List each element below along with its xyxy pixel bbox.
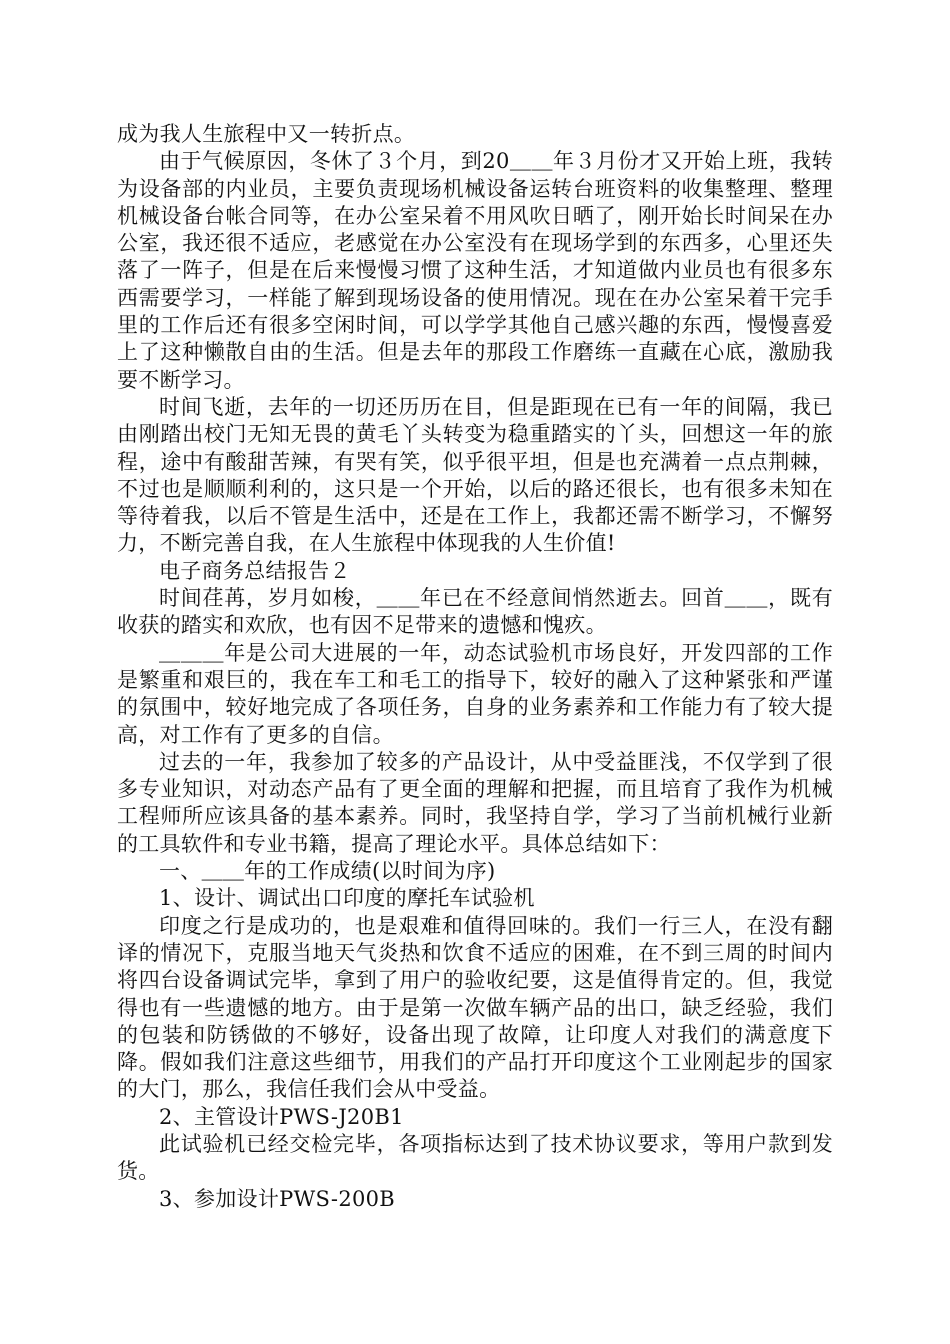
- paragraph-year-review: 时间飞逝，去年的一切还历历在目，但是距现在已有一年的间隔，我已由刚踏出校门无知无畏的黄毛丫头转变为稳重踏实的丫头，回想这一年的旅程，途中有酸甜苦辣，有哭有笑，似乎很平坦，但是也充满着一点点荆棘，不过也是顺顺利利的，这只是一个开始，以后的路还很长，也有很多未知在等待着我，以后不管是生活中，还是在工作上，我都还需不断学习，不懈努力，不断完善自我，在人生旅程中体现我的人生价值!: [117, 394, 833, 556]
- paragraph-j20b1: 此试验机已经交检完毕，各项指标达到了技术协议要求，等用户款到发货。: [117, 1131, 833, 1184]
- paragraph-past-year: 过去的一年，我参加了较多的产品设计，从中受益匪浅，不仅学到了很多专业知识，对动态产品有了更全面的理解和把握，而且培育了我作为机械工程师所应该具备的基本素养。同时，我坚持自学，学习了当前机械行业新的工具软件和专业书籍，提高了理论水平。具体总结如下：: [117, 749, 833, 856]
- heading-item-3: 3、参加设计PWS-200B: [159, 1186, 396, 1211]
- paragraph-company-progress: ＿＿＿年是公司大进展的一年，动态试验机市场良好，开发四部的工作是繁重和艰巨的，我在车工和毛工的指导下，较好的融入了这种紧张和严谨的氛围中，较好地完成了各项任务，自身的业务素养和工作能力有了较大提高，对工作有了更多的自信。: [117, 640, 833, 747]
- heading-item-1: 1、设计、调试出口印度的摩托车试验机: [159, 886, 535, 911]
- paragraph-time-passing: 时间荏苒，岁月如梭，＿＿年已在不经意间悄然逝去。回首＿＿，既有收获的踏实和欢欣，也有因不足带来的遗憾和愧疚。: [117, 586, 833, 638]
- section-heading-report-2: 电子商务总结报告２: [159, 558, 351, 583]
- paragraph-intro-end: 成为我人生旅程中又一转折点。: [117, 122, 416, 146]
- heading-item-2: 2、主管设计PWS-J20B1: [159, 1104, 404, 1129]
- paragraph-india-trip: 印度之行是成功的，也是艰难和值得回味的。我们一行三人，在没有翻译的情况下，克服当地天气炎热和饮食不适应的困难，在不到三周的时间内将四台设备调试完毕，拿到了用户的验收纪要，这是值得肯定的。但，我觉得也有一些遗憾的地方。由于是第一次做车辆产品的出口，缺乏经验，我们的包装和防锈做的不够好，设备出现了故障，让印度人对我们的满意度下降。假如我们注意这些细节，用我们的产品打开印度这个工业刚起步的国家的大门，那么，我信任我们会从中受益。: [117, 913, 833, 1102]
- heading-work-achievements: 一、＿＿年的工作成绩(以时间为序): [159, 859, 496, 884]
- document-page: [117, 121, 833, 1213]
- paragraph-office-transfer: 由于气候原因，冬休了３个月，到20＿＿年３月份才又开始上班，我转为设备部的内业员，主要负责现场机械设备运转台班资料的收集整理、整理机械设备台帐合同等，在办公室呆着不用风吹日晒了，刚开始长时间呆在办公室，我还很不适应，老感觉在办公室没有在现场学到的东西多，心里还失落了一阵子，但是在后来慢慢习惯了这种生活，才知道做内业员也有很多东西需要学习，一样能了解到现场设备的使用情况。现在在办公室呆着干完手里的工作后还有很多空闲时间，可以学学其他自己感兴趣的东西，慢慢喜爱上了这种懒散自由的生活。但是去年的那段工作磨练一直藏在心底，激励我要不断学习。: [117, 149, 833, 392]
